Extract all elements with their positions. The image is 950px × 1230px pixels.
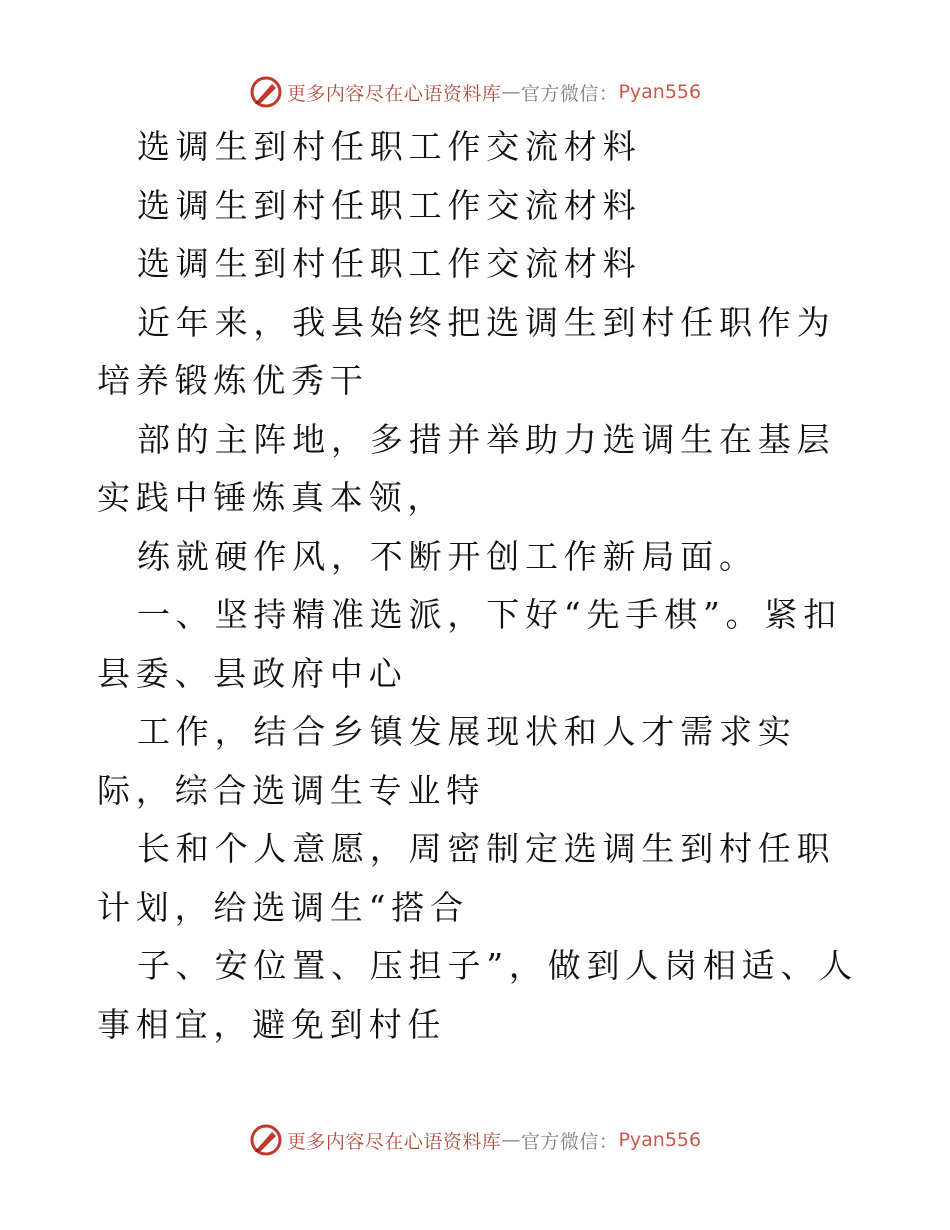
brand-separator: — bbox=[501, 1129, 521, 1151]
doc-paragraph: 一、坚持精准选派，下好“先手棋”。紧扣县委、县政府中心 bbox=[97, 595, 842, 693]
brand-suffix: 官方微信： bbox=[520, 1130, 619, 1153]
doc-paragraph: 近年来，我县始终把选调生到村任职作为培养锻炼优秀干 bbox=[97, 302, 836, 400]
doc-paragraph: 部的主阵地，多措并举助力选调生在基层实践中锤炼真本领， bbox=[97, 419, 836, 517]
doc-paragraph: 练就硬作风，不断开创工作新局面。 bbox=[137, 536, 758, 576]
doc-paragraph: 长和个人意愿，周密制定选调生到村任职计划，给选调生“搭合 bbox=[97, 829, 836, 927]
brand-suffix: 官方微信： bbox=[520, 82, 619, 105]
doc-paragraph: 子、安位置、压担子”，做到人岗相适、人事相宜，避免到村任 bbox=[97, 946, 859, 1044]
doc-title-line: 选调生到村任职工作交流材料 bbox=[137, 185, 642, 225]
document-body bbox=[97, 118, 867, 1054]
footer-watermark bbox=[0, 1120, 950, 1160]
pen-logo-icon bbox=[249, 75, 283, 109]
doc-title-line: 选调生到村任职工作交流材料 bbox=[137, 127, 642, 166]
brand-id: Pyan556 bbox=[618, 1129, 702, 1151]
pen-logo-icon bbox=[249, 1123, 283, 1157]
brand-name: 更多内容尽在心语资料库 bbox=[286, 1130, 502, 1153]
brand-id: Pyan556 bbox=[618, 81, 702, 103]
doc-paragraph: 工作，结合乡镇发展现状和人才需求实际，综合选调生专业特 bbox=[97, 712, 797, 810]
header-watermark bbox=[0, 72, 950, 112]
brand-name: 更多内容尽在心语资料库 bbox=[286, 82, 502, 105]
doc-title-line: 选调生到村任职工作交流材料 bbox=[137, 244, 642, 283]
brand-separator: — bbox=[501, 81, 521, 103]
